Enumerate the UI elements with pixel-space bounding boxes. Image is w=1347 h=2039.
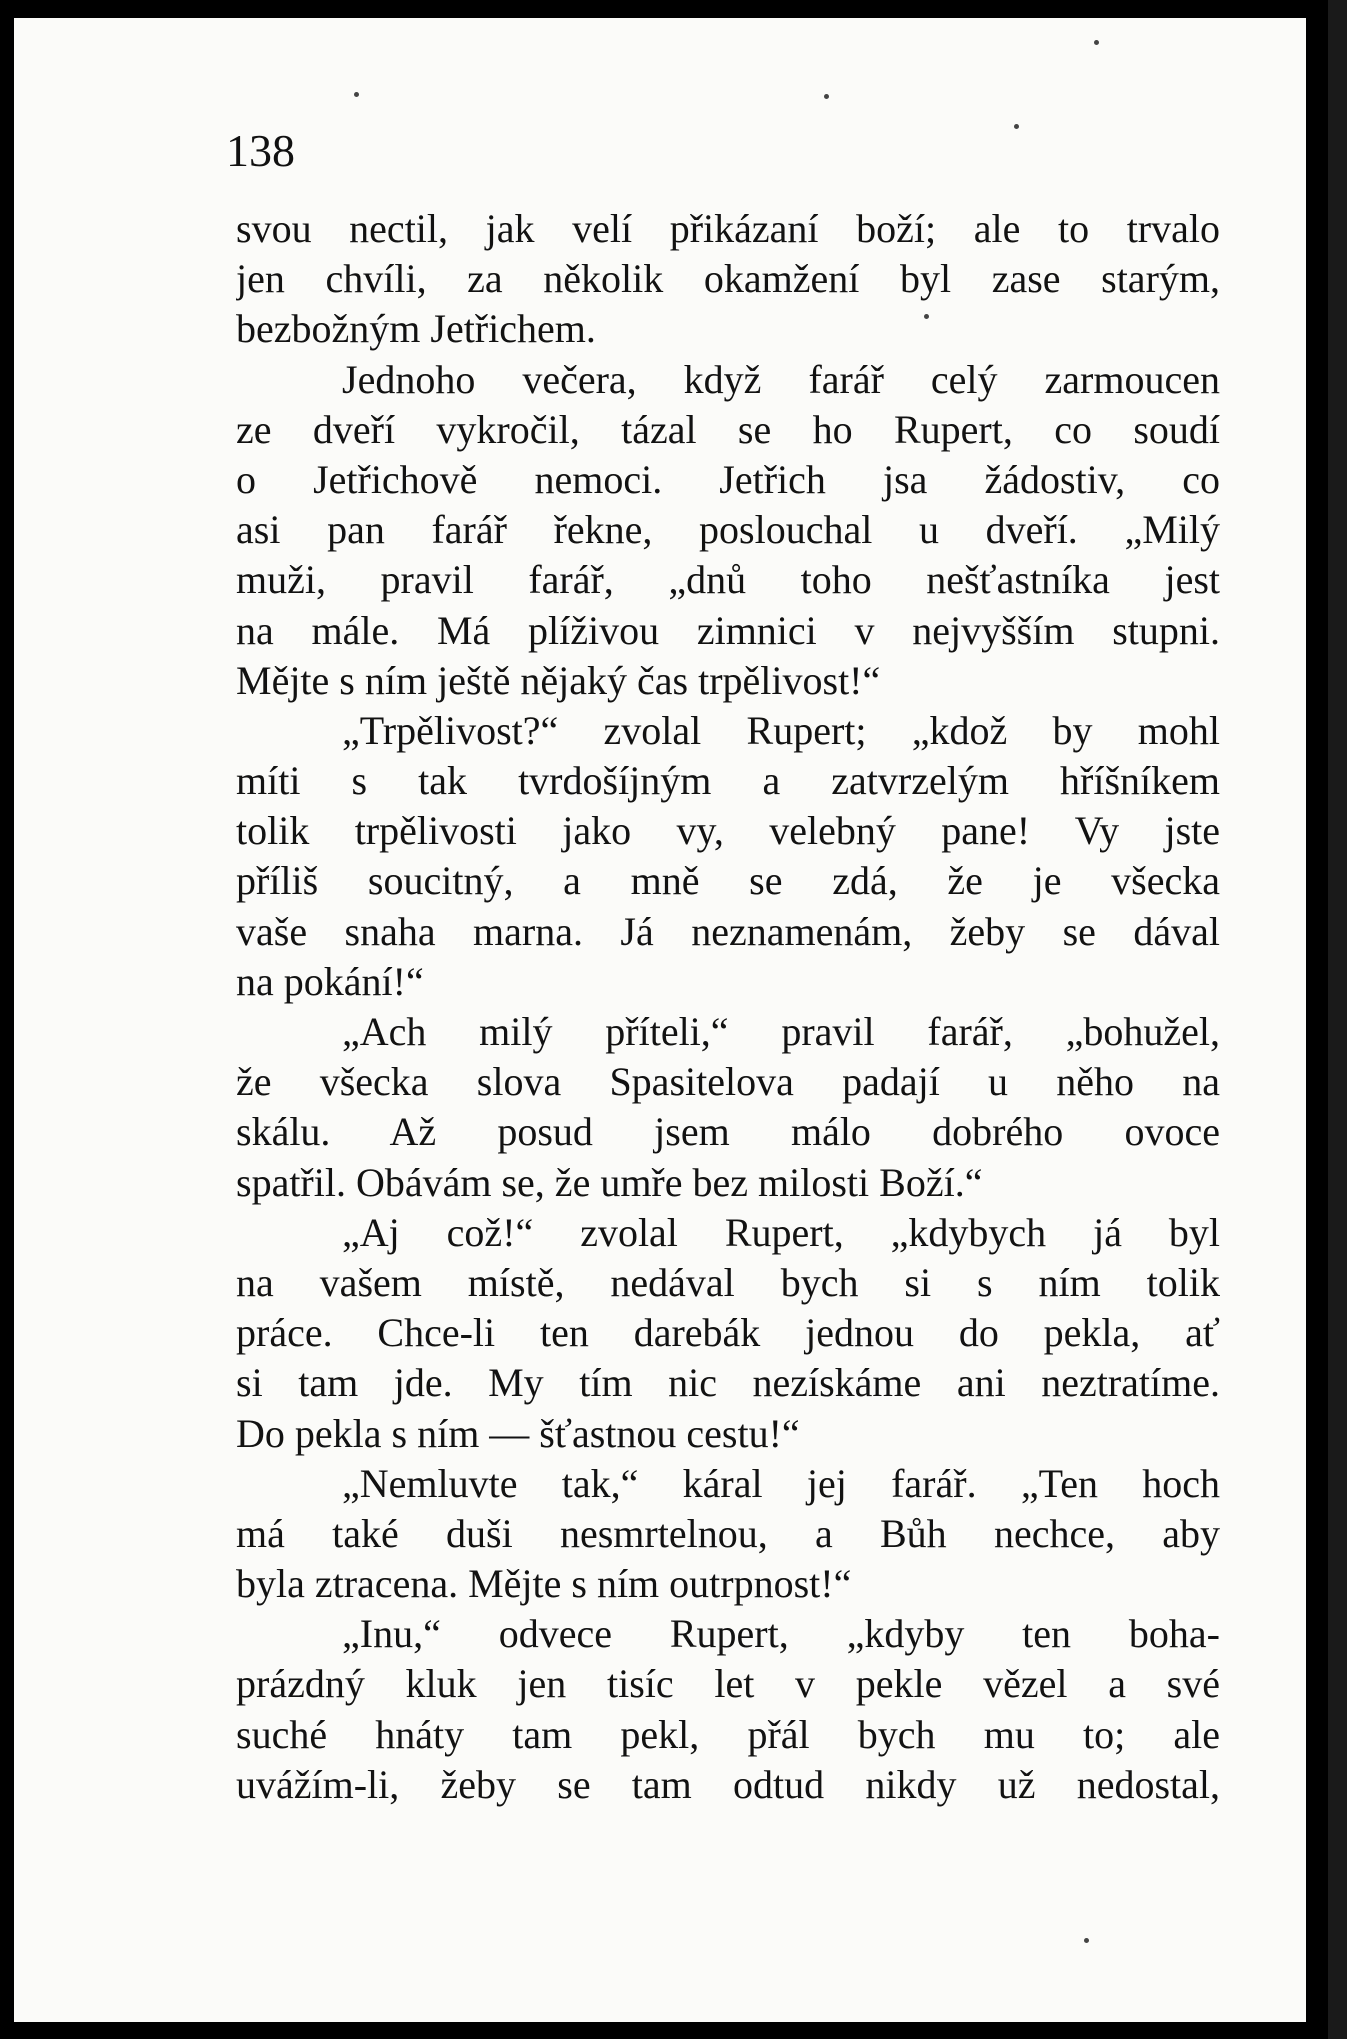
print-speck [824, 94, 829, 99]
text-line: o Jetřichově nemoci. Jetřich jsa žádostiv, co [236, 456, 1220, 502]
text-line: má také duši nesmrtelnou, a Bůh nechce, aby [236, 1510, 1220, 1556]
text-line: Mějte s ním ještě nějaký čas trpělivost!“ [236, 657, 881, 703]
text-line: Do pekla s ním — šťastnou cestu!“ [236, 1410, 800, 1456]
text-line: bezbožným Jetřichem. [236, 306, 596, 352]
text-line: „Nemluvte tak,“ káral jej farář. „Ten hoch [342, 1460, 1220, 1506]
text-line: uvážím-li, žeby se tam odtud nikdy už nedostal, [236, 1761, 1220, 1807]
text-line: suché hnáty tam pekl, přál bych mu to; ale [236, 1711, 1220, 1757]
text-line: muži, pravil farář, „dnů toho nešťastníka jest [236, 557, 1220, 603]
text-line: práce. Chce-li ten darebák jednou do pekla, ať [236, 1310, 1220, 1356]
text-line: příliš soucitný, a mně se zdá, že je všecka [236, 858, 1220, 904]
text-line: skálu. Až posud jsem málo dobrého ovoce [236, 1109, 1220, 1155]
text-line: tolik trpělivosti jako vy, velebný pane! Vy jste [236, 808, 1220, 854]
text-line: že všecka slova Spasitelova padají u něho na [236, 1059, 1220, 1105]
text-line: ze dveří vykročil, tázal se ho Rupert, co soudí [236, 406, 1220, 452]
text-line: vaše snaha marna. Já neznamenám, žeby se dával [236, 908, 1220, 954]
print-speck [1014, 124, 1019, 129]
scan-edge [1328, 0, 1347, 2039]
text-line: „Inu,“ odvece Rupert, „kdyby ten boha- [342, 1611, 1220, 1657]
text-line: na mále. Má plíživou zimnici v nejvyšším stupni. [236, 607, 1220, 653]
text-line: svou nectil, jak velí přikázaní boží; ale to trvalo [236, 206, 1220, 251]
print-speck [1084, 1938, 1089, 1943]
book-page [14, 18, 1306, 2022]
text-line: asi pan farář řekne, poslouchal u dveří. „Milý [236, 507, 1220, 553]
text-line: míti s tak tvrdošíjným a zatvrzelým hříšníkem [236, 758, 1220, 804]
text-line: „Ach milý příteli,“ pravil farář, „bohužel, [342, 1009, 1220, 1054]
print-speck [354, 92, 359, 97]
text-line: spatřil. Obávám se, že umře bez milosti Boží.“ [236, 1159, 983, 1205]
text-line: byla ztracena. Mějte s ním outrpnost!“ [236, 1561, 852, 1607]
text-line: Jednoho večera, když farář celý zarmoucen [342, 356, 1220, 402]
page-text [236, 204, 1220, 1810]
print-speck [924, 314, 929, 319]
text-line: „Aj což!“ zvolal Rupert, „kdybych já byl [342, 1209, 1220, 1255]
text-line: na pokání!“ [236, 958, 424, 1004]
text-line: na vašem místě, nedával bych si s ním tolik [236, 1259, 1220, 1305]
text-line: „Trpělivost?“ zvolal Rupert; „kdož by mohl [342, 707, 1220, 753]
text-line: jen chvíli, za několik okamžení byl zase starým, [236, 256, 1220, 302]
page-number: 138 [226, 125, 295, 176]
print-speck [1094, 40, 1099, 45]
text-line: si tam jde. My tím nic nezískáme ani neztratíme. [236, 1360, 1220, 1406]
text-line: prázdný kluk jen tisíc let v pekle vězel a své [236, 1661, 1220, 1707]
